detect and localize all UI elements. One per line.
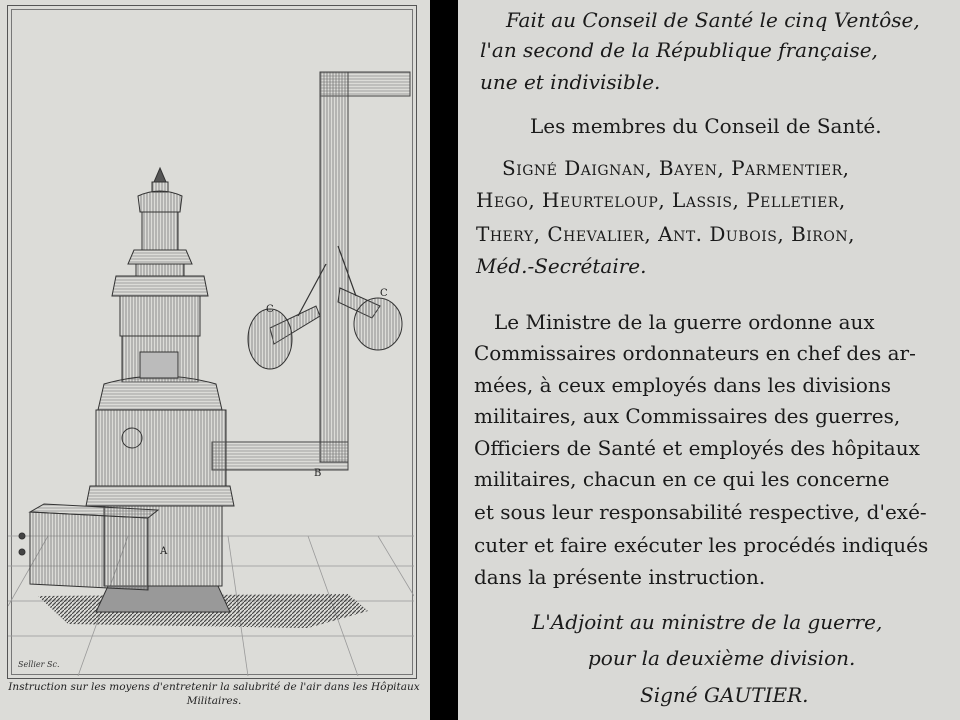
letter-b: B <box>314 468 322 479</box>
order-line-2: Commissaires ordonnateurs en chef des ar- <box>474 341 916 365</box>
adjoint-line-2: pour la deuxième division. <box>588 646 856 670</box>
order-line-6: militaires, chacun en ce qui les concerne <box>474 467 890 491</box>
order-line-7: et sous leur responsabilité respective, d'exé- <box>474 500 927 524</box>
plate-caption <box>4 680 424 708</box>
stove-engraving <box>8 6 414 676</box>
left-page-engraving <box>0 0 430 720</box>
letter-c-right: C <box>380 288 388 299</box>
right-page-text <box>458 0 960 720</box>
order-line-4: militaires, aux Commissaires des guerres, <box>474 404 901 428</box>
date-line-3: une et indivisible. <box>480 70 661 94</box>
letter-a: A <box>160 546 168 557</box>
signature-line-1: Signé Daignan, Bayen, Parmentier, <box>502 156 850 180</box>
adjoint-line-1: L'Adjoint au ministre de la guerre, <box>532 610 883 634</box>
book-gutter <box>430 0 458 720</box>
final-signature-text: Signé GAUTIER. <box>640 683 809 707</box>
engraver-signature: Sellier Sc. <box>18 660 60 669</box>
air-duct <box>212 72 410 470</box>
members-heading: Les membres du Conseil de Santé. <box>530 114 882 138</box>
order-line-5: Officiers de Santé et employés des hôpitaux <box>474 436 920 460</box>
order-line-3: mées, à ceux employés dans les divisions <box>474 373 892 397</box>
caption-line-1: Instruction sur les moyens d'entretenir la salubrité de l'air dans les Hôpitaux <box>8 681 420 693</box>
caption-line-2: Militaires. <box>186 695 242 707</box>
order-line-8: cuter et faire exécuter les procédés indiqués <box>474 533 929 557</box>
letter-c-left: C <box>266 304 274 315</box>
order-line-9: dans la présente instruction. <box>474 565 766 589</box>
signature-line-4: Méd.-Secrétaire. <box>476 254 647 278</box>
firebox-box <box>19 504 158 590</box>
signature-line-3: Thery, Chevalier, Ant. Dubois, Biron, <box>476 222 855 246</box>
date-line-2: l'an second de la République française, <box>480 38 878 62</box>
final-signature <box>640 683 809 707</box>
date-line-1: Fait au Conseil de Santé le cinq Ventôse, <box>506 8 920 32</box>
order-line-1: Le Ministre de la guerre ordonne aux <box>494 310 875 334</box>
signature-line-2: Hego, Heurteloup, Lassis, Pelletier, <box>476 188 846 212</box>
